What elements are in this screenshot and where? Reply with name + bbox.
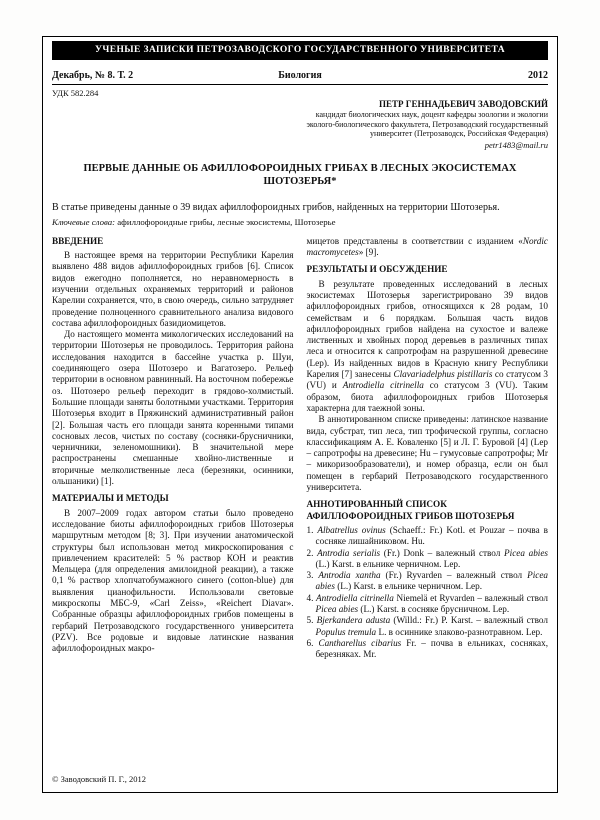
intro-paragraph-1: В настоящее время на территории Республики Карелия выявлено 488 видов афиллофороидных грибов [6]. Список видов ежегодно пополняется, но неравномерность в изучении отдельных охраняемых территорий и районов Карелии сохраняется, что, в свою очередь, сильно затрудняет проведение полноценного сравнительного анализа видового состава афиллофороидных базидиомицетов.	[52, 250, 294, 328]
issue-row	[52, 70, 548, 85]
author-name: ПЕТР ГЕННАДЬЕВИЧ ЗАВОДОВСКИЙ	[378, 99, 548, 109]
heading-introduction: ВВЕДЕНИЕ	[52, 235, 104, 246]
species-item: 6. Cantharellus cibarius Fr. – почва в ельниках, сосняках, березняках. Mr.	[306, 637, 548, 660]
issue-info: Декабрь, № 8. Т. 2	[52, 70, 134, 81]
intro-paragraph-2: До настоящего момента микологических исследований на территории Шотозерья не проводилось. Территория района исследования находится в бассейне участка р. Шуи, соединяющего озера Шотозеро и Вагатозеро. Рельеф территории в основном равнинный. На восточном побережье оз. Шотозеро рельеф переходит в грядово-холмистый. Большие площади заняты болотными участками. Территория Шотозерья входит в Пряжинский административный район [2]. Большая часть его площади занята коренными типами сосновых лесов, чистых по составу (сосняки-брусничники, черничники, зеленомошники). В значительной мере распространены смешанные хвойно-лиственные и вторичные мелколиственные леса (березняки, осинники, ольшаники) [1].	[52, 329, 294, 487]
heading-results-discussion: РЕЗУЛЬТАТЫ И ОБСУЖДЕНИЕ	[306, 264, 448, 275]
results-paragraph-1: В результате проведенных исследований в лесных экосистемах Шотозерья зарегистрировано 39 видов афиллофороидных грибов, относящихся к 28 родам, 10 семействам и 6 порядкам. Большая часть видов афиллофороидных грибов найдена на сухостое и валеже лиственных и хвойных пород деревьев в различных типах леса и относится к сапротрофам на разрушенной древесине (Lep). Из найденных видов в Красную книгу Республики Карелия [7] занесены Clavariadelphus pistillaris со статусом 3 (VU) и Antrodiella citrinella со статусом 3 (VU). Таким образом, биота афиллофороидных грибов Шотозерья характерна для таежной зоны.	[306, 278, 548, 413]
page-frame	[42, 36, 558, 793]
methods-paragraph-1: В 2007–2009 годах автором статьи было проведено исследование биоты афиллофороидных грибов Шотозерья маршрутным методом [8; 3]. При изучении анатомической структуры был использован метод микроскопирования с привлечением красителей: 5 % раствор КОН и реактив Мельцера (для определения амилоидной реакции), а также 0,1 % раствор хлопчатобумажного синего (cotton-blue) для выявления цианофильности. Использовали световые микроскопы МБС-9, «Carl Zeiss», «Reichert Diavar». Собранные образцы афиллофороидных грибов помещены в гербарий Петрозаводского государственного университета (PZV). Все родовые и видовые латинские названия афиллофороидных макро-	[52, 507, 294, 654]
species-item: 3. Antrodia xantha (Fr.) Ryvarden – валежный ствол Picea abies (L.) Karst. в ельнике черничном. Lep.	[306, 570, 548, 592]
species-item: 4. Antrodiella citrinella Niemelä et Ryvarden – валежный ствол Picea abies (L.) Karst. в сосняке брусничном. Lep.	[306, 592, 548, 614]
species-item: 5. Bjerkandera adusta (Willd.: Fr.) P. Karst. – валежный ствол Populus tremula L. в осиннике злаково-разнотравном. Lep.	[306, 615, 548, 637]
udk-code: УДК 582.284	[52, 88, 99, 98]
author-affiliation: кандидат биологических наук, доцент кафедры зоологии и экологии эколого-биологического факультета, Петрозаводский государственный университет (Петрозаводск, Российская Федерация)	[306, 110, 548, 139]
heading-materials-methods: МАТЕРИАЛЫ И МЕТОДЫ	[52, 493, 169, 504]
heading-annotated-list: АННОТИРОВАННЫЙ СПИСОК АФИЛЛОФОРОИДНЫХ ГРИБОВ ШОТОЗЕРЬЯ	[306, 499, 515, 521]
author-email: petr1483@mail.ru	[484, 139, 548, 150]
methods-paragraph-continuation: мицетов представлены в соответствии с изданием «Nordic macromycetes» [9].	[306, 235, 548, 258]
species-item: 2. Antrodia serialis (Fr.) Donk – валежный ствол Picea abies (L.) Karst. в ельнике черничном. Lep.	[306, 547, 548, 569]
section-name: Биология	[278, 70, 322, 81]
species-item: 1. Albatrellus ovinus (Schaeff.: Fr.) Kotl. et Pouzar – почва в сосняке лишайниковом. Hu.	[306, 524, 548, 547]
results-paragraph-2: В аннотированном списке приведены: латинское название вида, субстрат, тип леса, тип трофической группы, согласно классификациям А. Е. Коваленко [5] и Л. Г. Буровой [4] (Lep – сапротрофы на древесине; Hu – гумусовые сапротрофы; Mr – микоризообразователи), и номер образца, если он был помещен в гербарий Петрозаводского государственного университета.	[306, 414, 548, 493]
author-block	[52, 99, 548, 150]
year-label: 2012	[527, 70, 548, 81]
journal-header-bar: УЧЕНЫЕ ЗАПИСКИ ПЕТРОЗАВОДСКОГО ГОСУДАРСТВЕННОГО УНИВЕРСИТЕТА	[52, 41, 548, 60]
two-column-body	[52, 236, 548, 769]
article-abstract: В статье приведены данные о 39 видах афиллофороидных грибов, найденных на территории Шотозерья.	[52, 201, 500, 213]
keywords-line: Ключевые слова: афиллофороидные грибы, лесные экосистемы, Шотозерье	[52, 216, 336, 227]
right-column	[307, 236, 549, 769]
species-list	[307, 525, 549, 661]
article-title: ПЕРВЫЕ ДАННЫЕ ОБ АФИЛЛОФОРОИДНЫХ ГРИБАХ В ЛЕСНЫХ ЭКОСИСТЕМАХ ШОТОЗЕРЬЯ*	[83, 162, 517, 187]
left-column	[52, 236, 294, 769]
copyright-notice: © Заводовский П. Г., 2012	[52, 774, 146, 784]
